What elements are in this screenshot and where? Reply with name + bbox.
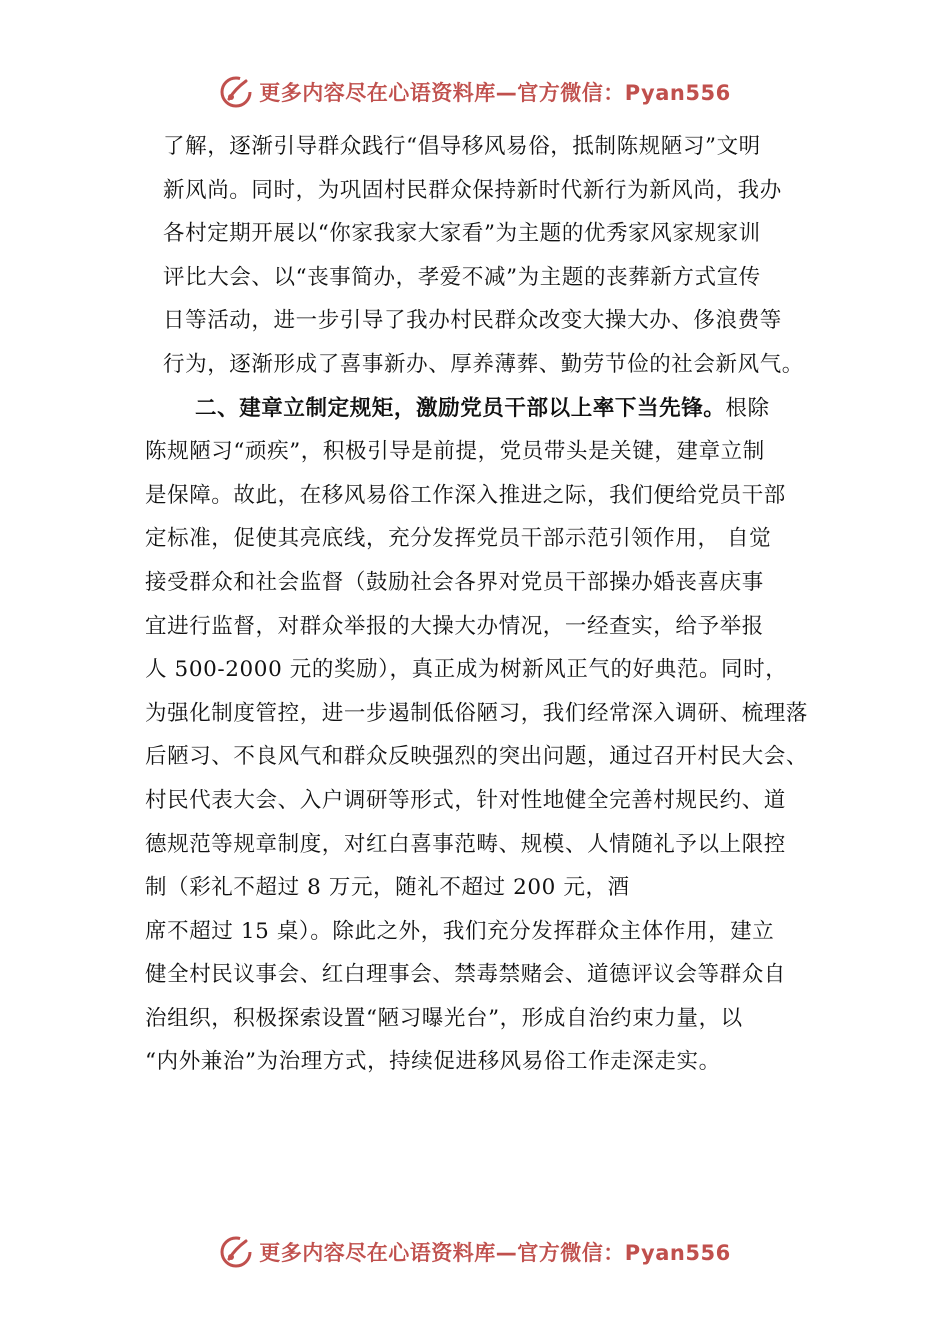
text-line: 定标准，促使其亮底线，充分发挥党员干部示范引领作用， 自觉 — [145, 526, 772, 552]
brush-circle-logo-icon — [219, 1235, 253, 1269]
text-line: 后陋习、不良风气和群众反映强烈的突出问题，通过召开村民大会、 — [145, 744, 809, 770]
document-body — [145, 125, 825, 1084]
brush-circle-logo-icon — [219, 75, 253, 109]
watermark-text: 更多内容尽在心语资料库—官方微信：Pyan556 — [259, 81, 731, 105]
text-line: 席不超过 15 桌）。除此之外，我们充分发挥群众主体作用，建立 — [145, 918, 775, 944]
text-line: 人 500-2000 元的奖励），真正成为树新风正气的好典范。同时， — [145, 657, 788, 683]
text-line: 德规范等规章制度，对红白喜事范畴、规模、人情随礼予以上限控 — [145, 831, 786, 857]
text-line: 行为，逐渐形成了喜事新办、厚养薄葬、勤劳节俭的社会新风气。 — [163, 351, 804, 377]
text-line: 宜进行监督，对群众举报的大操大办情况，一经查实，给予举报 — [145, 613, 764, 639]
text-line: 为强化制度管控，进一步遏制低俗陋习，我们经常深入调研、梳理落 — [145, 700, 809, 726]
text-line: 制（彩礼不超过 8 万元，随礼不超过 200 元，酒 — [145, 875, 630, 901]
text-line: 接受群众和社会监督（鼓励社会各界对党员干部操办婚丧喜庆事 — [145, 569, 764, 595]
text-line: 治组织，积极探索设置“陋习曝光台”，形成自治约束力量，以 — [145, 1005, 743, 1031]
section-heading-line — [145, 387, 825, 431]
text-line: 陈规陋习“顽疾”，积极引导是前提，党员带头是关键，建章立制 — [145, 439, 765, 465]
text-line: 是保障。故此，在移风易俗工作深入推进之际，我们便给党员干部 — [145, 482, 786, 508]
watermark-text: 更多内容尽在心语资料库—官方微信：Pyan556 — [259, 1241, 731, 1265]
text-line: 各村定期开展以“你家我家大家看”为主题的优秀家风家规家训 — [163, 221, 761, 247]
text-line: 新风尚。同时，为巩固村民群众保持新时代新行为新风尚，我办 — [163, 177, 782, 203]
text-line: 村民代表大会、入户调研等形式，针对性地健全完善村规民约、道 — [145, 787, 786, 813]
text-line: 日等活动，进一步引导了我办村民群众改变大操大办、侈浪费等 — [163, 308, 782, 334]
section-heading: 二、建章立制定规矩，激励党员干部以上率下当先锋。 — [195, 395, 726, 421]
text-line: 评比大会、以“丧事简办，孝爱不减”为主题的丧葬新方式宣传 — [163, 264, 761, 290]
text-run: 根除 — [725, 395, 770, 421]
watermark-footer — [0, 1232, 950, 1272]
text-line: 了解，逐渐引导群众践行“倡导移风易俗，抵制陈规陋习”文明 — [163, 134, 761, 159]
text-line: “内外兼治”为治理方式，持续促进移风易俗工作走深走实。 — [145, 1049, 721, 1075]
text-line: 健全村民议事会、红白理事会、禁毒禁赌会、道德评议会等群众自 — [145, 962, 786, 988]
watermark-header — [0, 72, 950, 112]
